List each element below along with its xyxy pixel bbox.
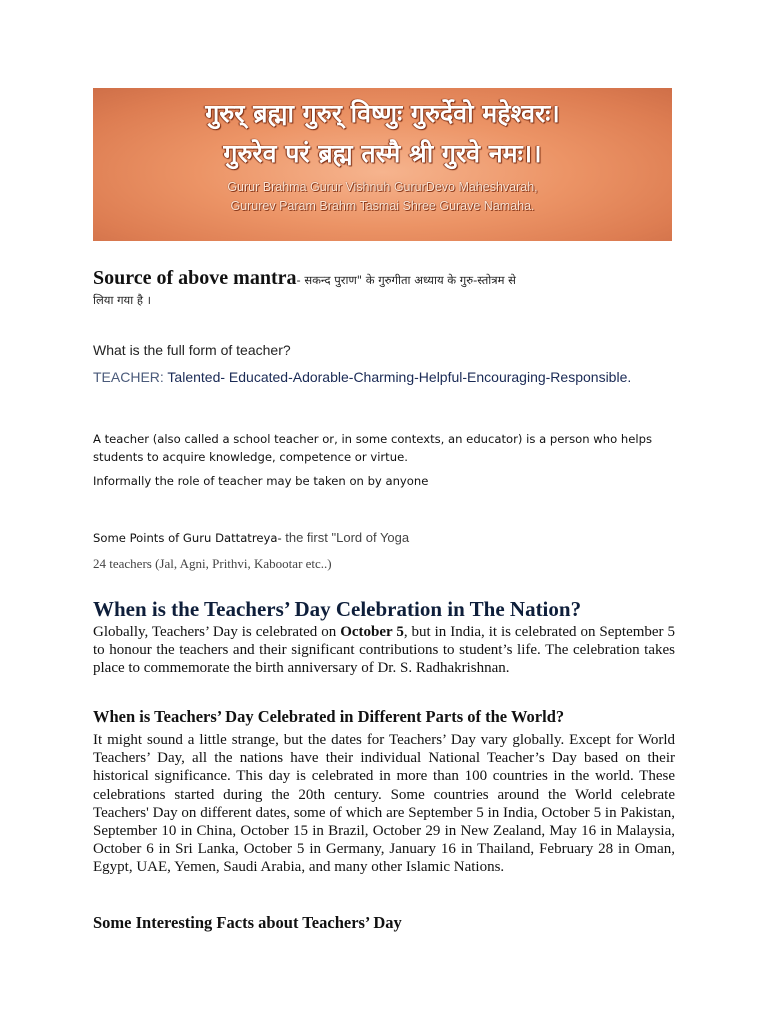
teacher-acronym-expansion: Talented- Educated-Adorable-Charming-Helpful-Encouraging-Responsible. <box>163 369 632 385</box>
section1-text-a: Globally, Teachers’ Day is celebrated on <box>93 624 341 640</box>
mantra-source-text-1: सकन्द पुराण" के गुरुगीता अध्याय के गुरु-स्तोत्रम से <box>304 273 516 287</box>
mantra-source-text-2: लिया गया है । <box>93 293 151 307</box>
mantra-source-dash: - <box>296 273 305 287</box>
guru-dattatreya-points <box>93 530 663 545</box>
mantra-line-2: गुरुरेव परं ब्रह्म तस्मै श्री गुरवे नमः।। <box>223 139 542 168</box>
mantra-source-label: Source of above mantra <box>93 267 297 289</box>
mantra-line-1: गुरुर् ब्रह्मा गुरुर् विष्णुः गुरुर्देवो महेश्वरः। <box>205 99 560 128</box>
section-body-world: It might sound a little strange, but the dates for Teachers’ Day vary globally. Except for World Teachers’ Day, all the nations have their individual National Teacher’s Day based on their historical significance. This day is celebrated in more than 100 countries in the world. These celebrations started during the 20th century. Some countries around the World celebrate Teachers' Day on different dates, some of which are September 5 in India, October 5 in Pakistan, September 10 in China, October 15 in Brazil, October 29 in New Zealand, May 16 in Malaysia, October 6 in Sri Lanka, October 5 in Germany, January 16 in Thailand, February 28 in Oman, Egypt, UAE, Yemen, Saudi Arabia, and many other Islamic Nations. <box>93 732 675 876</box>
section-heading-facts: Some Interesting Facts about Teachers’ Day <box>93 913 402 932</box>
section-heading-world: When is Teachers’ Day Celebrated in Different Parts of the World? <box>93 707 565 726</box>
mantra-transliteration-1: Gurur Brahma Gurur Vishnuh GururDevo Maheshvarah, <box>227 180 538 194</box>
twenty-four-teachers: 24 teachers (Jal, Agni, Prithvi, Kabootar etc..) <box>93 556 332 571</box>
teacher-acronym-label: TEACHER: <box>93 369 164 385</box>
guru-mantra-banner-image <box>93 88 672 241</box>
teacher-acronym <box>93 369 633 386</box>
informal-role-text: Informally the role of teacher may be taken on by anyone <box>93 474 429 488</box>
section1-bold-date: October 5 <box>340 624 404 640</box>
mantra-source <box>93 266 683 308</box>
section-heading-teachers-day-nation: When is the Teachers’ Day Celebration in The Nation? <box>93 597 582 621</box>
section-body-teachers-day-nation <box>93 623 675 678</box>
section1-text-b: , but in India, it is celebrated on September 5 to honour the teachers and their significant contributions to student’s life. The celebration takes place to commemorate the birth anniversary of Dr. S. Radhakrishnan. <box>93 624 675 677</box>
teacher-definition: A teacher (also called a school teacher or, in some contexts, an educator) is a person who helps students to acquire knowledge, competence or virtue. <box>93 432 652 464</box>
guru-points-prefix: Some Points of Guru Dattatreya- <box>93 531 282 545</box>
mantra-transliteration-2: Gururev Param Brahm Tasmai Shree Gurave Namaha. <box>230 199 535 213</box>
full-form-question: What is the full form of teacher? <box>93 342 291 358</box>
guru-points-rest: the first "Lord of Yoga <box>281 530 410 545</box>
